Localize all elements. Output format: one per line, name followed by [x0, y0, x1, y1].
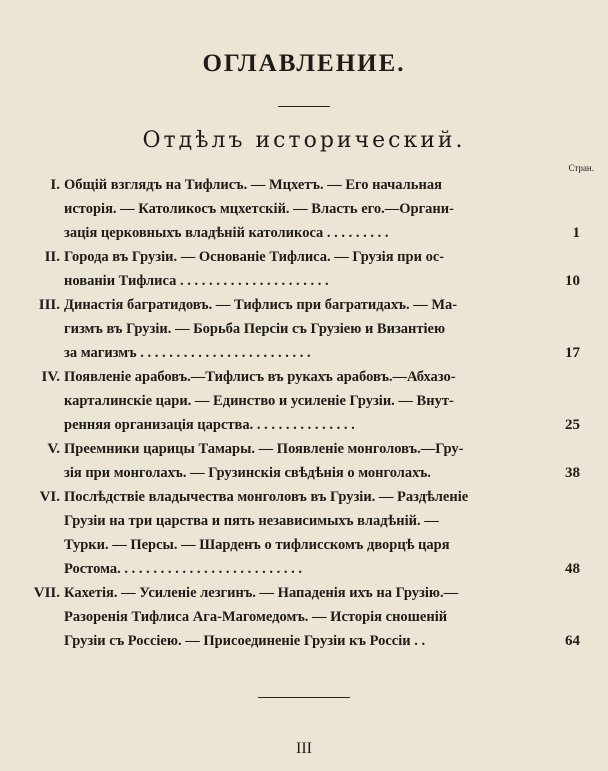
- toc-entry: [0, 245, 608, 293]
- toc-entry-number: V.: [47, 441, 60, 457]
- toc-entry-line: Династія багратидовъ. — Тифлисъ при багратидахъ. — Ма-: [64, 297, 458, 313]
- toc-entry-page: 1: [572, 225, 580, 241]
- toc-entry-page: 64: [565, 633, 580, 649]
- toc-entry-number: III.: [38, 297, 60, 313]
- toc-entry-page: 25: [565, 417, 580, 433]
- toc-entry-line: Общій взглядъ на Тифлисъ. — Мцхетъ. — Его начальная: [64, 177, 442, 193]
- toc-entry-line: за магизмъ . . . . . . . . . . . . . . . . . . . . . . . .: [64, 345, 311, 361]
- toc-entry-line: Кахетія. — Усиленіе лезгинъ. — Нападенія ихъ на Грузію.—: [64, 585, 459, 601]
- toc-entry-line: Послѣдствіе владычества монголовъ въ Грузіи. — Раздѣленіе: [64, 489, 469, 505]
- bottom-divider: [258, 697, 350, 698]
- toc-entry-line: исторія. — Католикосъ мцхетскій. — Власть его.—Органи-: [64, 201, 454, 217]
- toc-entry-line: Турки. — Персы. — Шарденъ о тифлисскомъ дворцѣ царя: [64, 537, 450, 553]
- toc-entry-number: VI.: [39, 489, 60, 505]
- title-divider: [278, 106, 330, 107]
- toc-entry-line: гизмъ въ Грузіи. — Борьба Персіи съ Грузіею и Византіею: [64, 321, 446, 337]
- toc-entry-page: 10: [565, 273, 580, 289]
- toc-entry-line: Ростома. . . . . . . . . . . . . . . . . . . . . . . . . .: [64, 561, 302, 577]
- toc-entry-line: карталинскіе цари. — Единство и усиленіе Грузіи. — Внут-: [64, 393, 454, 409]
- toc-entry-line: Появленіе арабовъ.—Тифлисъ въ рукахъ арабовъ.—Абхазо-: [64, 369, 456, 385]
- toc-entry-line: зія при монголахъ. — Грузинскія свѣдѣнія о монголахъ.: [64, 465, 431, 481]
- toc-entry-number: II.: [44, 249, 60, 265]
- page-column-header: Стран.: [568, 163, 594, 173]
- toc-entry-page: 38: [565, 465, 580, 481]
- toc-entry: [0, 485, 608, 581]
- toc-entry-number: I.: [50, 177, 60, 193]
- toc-entry-line: Разоренія Тифлиса Ага-Магомедомъ. — Исторія сношеній: [64, 609, 448, 625]
- toc-entry-line: Грузіи съ Россіею. — Присоединеніе Грузіи къ Россіи . .: [64, 633, 426, 649]
- section-title: Отдѣлъ исторический.: [142, 128, 466, 153]
- toc-entry-line: Грузіи на три царства и пять независимыхъ владѣній. —: [64, 513, 439, 529]
- toc-entry-line: Города въ Грузіи. — Основаніе Тифлиса. — Грузія при ос-: [64, 249, 445, 265]
- toc-entry-number: VII.: [33, 585, 60, 601]
- toc-entry: [0, 365, 608, 437]
- page-number: III: [296, 740, 312, 757]
- toc-entry-line: зація церковныхъ владѣній католикоса . . . . . . . . .: [64, 225, 389, 241]
- page-title: ОГЛАВЛЕНИЕ.: [202, 50, 406, 77]
- toc-entry-line: Преемники царицы Тамары. — Появленіе монголовъ.—Гру-: [64, 441, 464, 457]
- toc-entry-page: 17: [565, 345, 580, 361]
- toc-entry: [0, 173, 608, 245]
- toc-entry: [0, 581, 608, 653]
- toc-entry: [0, 437, 608, 485]
- toc-entry-line: нованіи Тифлиса . . . . . . . . . . . . . . . . . . . . .: [64, 273, 329, 289]
- toc-entry-page: 48: [565, 561, 580, 577]
- toc-entry: [0, 293, 608, 365]
- toc-entry-line: ренняя организація царства. . . . . . . . . . . . . . .: [64, 417, 355, 433]
- toc-entry-number: IV.: [41, 369, 60, 385]
